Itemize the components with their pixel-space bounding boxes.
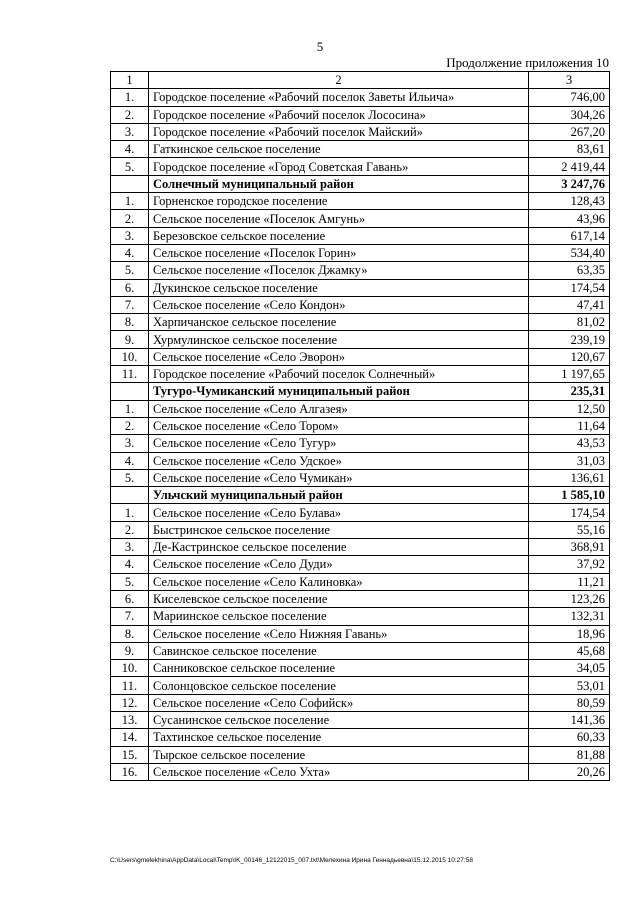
row-number: 6.: [111, 590, 149, 607]
row-value: 174,54: [529, 279, 610, 296]
row-number: 7.: [111, 608, 149, 625]
row-name: Городское поселение «Город Советская Гавань»: [149, 158, 529, 175]
row-number: 10.: [111, 660, 149, 677]
row-value: 43,96: [529, 210, 610, 227]
table-row: [111, 417, 610, 434]
table-row: [111, 279, 610, 296]
row-value: 47,41: [529, 296, 610, 313]
row-number: 5.: [111, 469, 149, 486]
row-number: 3.: [111, 539, 149, 556]
row-name: Савинское сельское поселение: [149, 642, 529, 659]
row-value: 80,59: [529, 694, 610, 711]
row-number: [111, 175, 149, 192]
row-name: Сельское поселение «Село Калиновка»: [149, 573, 529, 590]
table-row: [111, 746, 610, 763]
row-number: 4.: [111, 452, 149, 469]
row-value: 34,05: [529, 660, 610, 677]
row-number: 4.: [111, 556, 149, 573]
table-row: [111, 452, 610, 469]
row-name: Сельское поселение «Село Удское»: [149, 452, 529, 469]
row-value: 63,35: [529, 262, 610, 279]
row-value: 174,54: [529, 504, 610, 521]
row-number: 16.: [111, 763, 149, 780]
table-row: [111, 89, 610, 106]
row-number: 2.: [111, 106, 149, 123]
district-row: [111, 487, 610, 504]
row-value: 746,00: [529, 89, 610, 106]
row-name: Сельское поселение «Поселок Амгунь»: [149, 210, 529, 227]
row-name: Киселевское сельское поселение: [149, 590, 529, 607]
row-number: 1.: [111, 400, 149, 417]
row-value: 11,64: [529, 417, 610, 434]
row-name: Хурмулинское сельское поселение: [149, 331, 529, 348]
row-value: 368,91: [529, 539, 610, 556]
table-row: [111, 694, 610, 711]
header-col-3: 3: [529, 72, 610, 89]
table-row: [111, 590, 610, 607]
row-value: 304,26: [529, 106, 610, 123]
table-row: [111, 608, 610, 625]
page-number: 5: [316, 39, 324, 54]
row-name: Санниковское сельское поселение: [149, 660, 529, 677]
district-row: [111, 175, 610, 192]
row-value: 81,88: [529, 746, 610, 763]
row-name: Сельское поселение «Село Чумикан»: [149, 469, 529, 486]
row-name: Солнечный муниципальный район: [149, 175, 529, 192]
row-name: Городское поселение «Рабочий поселок Майский»: [149, 123, 529, 140]
table-row: [111, 244, 610, 261]
row-name: Харпичанское сельское поселение: [149, 314, 529, 331]
table-row: [111, 504, 610, 521]
row-name: Горненское городское поселение: [149, 193, 529, 210]
row-value: 11,21: [529, 573, 610, 590]
row-name: Ульчский муниципальный район: [149, 487, 529, 504]
table-row: [111, 677, 610, 694]
row-name: Сельское поселение «Поселок Горин»: [149, 244, 529, 261]
row-number: 5.: [111, 262, 149, 279]
row-number: 2.: [111, 210, 149, 227]
table-row: [111, 331, 610, 348]
table-row: [111, 556, 610, 573]
row-number: 5.: [111, 158, 149, 175]
row-value: 18,96: [529, 625, 610, 642]
row-number: [111, 487, 149, 504]
row-value: 2 419,44: [529, 158, 610, 175]
table-row: [111, 227, 610, 244]
row-name: Сельское поселение «Село Эворон»: [149, 348, 529, 365]
row-number: 13.: [111, 711, 149, 728]
row-value: 3 247,76: [529, 175, 610, 192]
row-number: 11.: [111, 366, 149, 383]
row-name: Сельское поселение «Село Дуди»: [149, 556, 529, 573]
row-value: 132,31: [529, 608, 610, 625]
table-row: [111, 158, 610, 175]
table-row: [111, 711, 610, 728]
row-number: [111, 383, 149, 400]
row-number: 2.: [111, 417, 149, 434]
row-name: Сельское поселение «Село Тором»: [149, 417, 529, 434]
row-number: 8.: [111, 625, 149, 642]
row-name: Быстринское сельское поселение: [149, 521, 529, 538]
row-value: 20,26: [529, 763, 610, 780]
table-row: [111, 262, 610, 279]
row-number: 12.: [111, 694, 149, 711]
row-number: 1.: [111, 89, 149, 106]
table-row: [111, 435, 610, 452]
table-row: [111, 539, 610, 556]
table-row: [111, 573, 610, 590]
row-value: 12,50: [529, 400, 610, 417]
table-row: [111, 729, 610, 746]
table-row: [111, 296, 610, 313]
row-name: Тугуро-Чумиканский муниципальный район: [149, 383, 529, 400]
district-row: [111, 383, 610, 400]
row-value: 267,20: [529, 123, 610, 140]
row-value: 83,61: [529, 141, 610, 158]
table-row: [111, 400, 610, 417]
row-number: 10.: [111, 348, 149, 365]
row-name: Тахтинское сельское поселение: [149, 729, 529, 746]
row-value: 534,40: [529, 244, 610, 261]
row-number: 2.: [111, 521, 149, 538]
table-row: [111, 469, 610, 486]
row-number: 1.: [111, 504, 149, 521]
row-name: Березовское сельское поселение: [149, 227, 529, 244]
row-name: Тырское сельское поселение: [149, 746, 529, 763]
table-row: [111, 314, 610, 331]
row-number: 4.: [111, 244, 149, 261]
allocation-table: [110, 71, 610, 781]
row-value: 53,01: [529, 677, 610, 694]
row-name: Сельское поселение «Поселок Джамку»: [149, 262, 529, 279]
table-row: [111, 642, 610, 659]
row-value: 617,14: [529, 227, 610, 244]
row-value: 43,53: [529, 435, 610, 452]
row-name: Сельское поселение «Село Тугур»: [149, 435, 529, 452]
table-row: [111, 660, 610, 677]
row-number: 11.: [111, 677, 149, 694]
row-number: 1.: [111, 193, 149, 210]
table-row: [111, 763, 610, 780]
row-number: 15.: [111, 746, 149, 763]
table-row: [111, 106, 610, 123]
row-name: Сельское поселение «Село Алгазея»: [149, 400, 529, 417]
continuation-note: Продолжение приложения 10: [446, 55, 609, 70]
row-number: 7.: [111, 296, 149, 313]
table-header-row: [111, 72, 610, 89]
row-value: 1 585,10: [529, 487, 610, 504]
row-name: Дукинское сельское поселение: [149, 279, 529, 296]
table-row: [111, 366, 610, 383]
row-name: Сельское поселение «Село Ухта»: [149, 763, 529, 780]
row-name: Сельское поселение «Село Софийск»: [149, 694, 529, 711]
row-value: 120,67: [529, 348, 610, 365]
table-row: [111, 348, 610, 365]
row-value: 239,19: [529, 331, 610, 348]
row-value: 31,03: [529, 452, 610, 469]
header-col-1: 1: [111, 72, 149, 89]
row-value: 141,36: [529, 711, 610, 728]
row-value: 60,33: [529, 729, 610, 746]
file-path-footer: C:\Users\gmelekhina\AppData\Local\Temp\IK_00146_12122015_007.txt\Мелехина Ирина Геннадьевна\15.12.2015 10:27:58: [110, 857, 473, 864]
row-name: Городское поселение «Рабочий поселок Лососина»: [149, 106, 529, 123]
row-value: 1 197,65: [529, 366, 610, 383]
row-number: 6.: [111, 279, 149, 296]
row-number: 3.: [111, 435, 149, 452]
row-number: 4.: [111, 141, 149, 158]
row-name: Городское поселение «Рабочий поселок Солнечный»: [149, 366, 529, 383]
row-name: Солонцовское сельское поселение: [149, 677, 529, 694]
row-value: 128,43: [529, 193, 610, 210]
row-value: 55,16: [529, 521, 610, 538]
table-row: [111, 625, 610, 642]
row-name: Мариинское сельское поселение: [149, 608, 529, 625]
table-body: [111, 72, 610, 781]
row-number: 3.: [111, 227, 149, 244]
row-number: 5.: [111, 573, 149, 590]
table-row: [111, 141, 610, 158]
table-row: [111, 123, 610, 140]
row-value: 37,92: [529, 556, 610, 573]
row-name: Де-Кастринское сельское поселение: [149, 539, 529, 556]
row-number: 14.: [111, 729, 149, 746]
table-row: [111, 521, 610, 538]
row-name: Сельское поселение «Село Кондон»: [149, 296, 529, 313]
row-value: 81,02: [529, 314, 610, 331]
row-name: Сельское поселение «Село Булава»: [149, 504, 529, 521]
header-col-2: 2: [149, 72, 529, 89]
row-value: 45,68: [529, 642, 610, 659]
row-value: 136,61: [529, 469, 610, 486]
row-number: 8.: [111, 314, 149, 331]
row-value: 235,31: [529, 383, 610, 400]
table-row: [111, 193, 610, 210]
row-name: Сусанинское сельское поселение: [149, 711, 529, 728]
row-value: 123,26: [529, 590, 610, 607]
table-row: [111, 210, 610, 227]
row-name: Городское поселение «Рабочий поселок Заветы Ильича»: [149, 89, 529, 106]
row-number: 9.: [111, 331, 149, 348]
row-name: Гаткинское сельское поселение: [149, 141, 529, 158]
row-number: 3.: [111, 123, 149, 140]
row-name: Сельское поселение «Село Нижняя Гавань»: [149, 625, 529, 642]
row-number: 9.: [111, 642, 149, 659]
